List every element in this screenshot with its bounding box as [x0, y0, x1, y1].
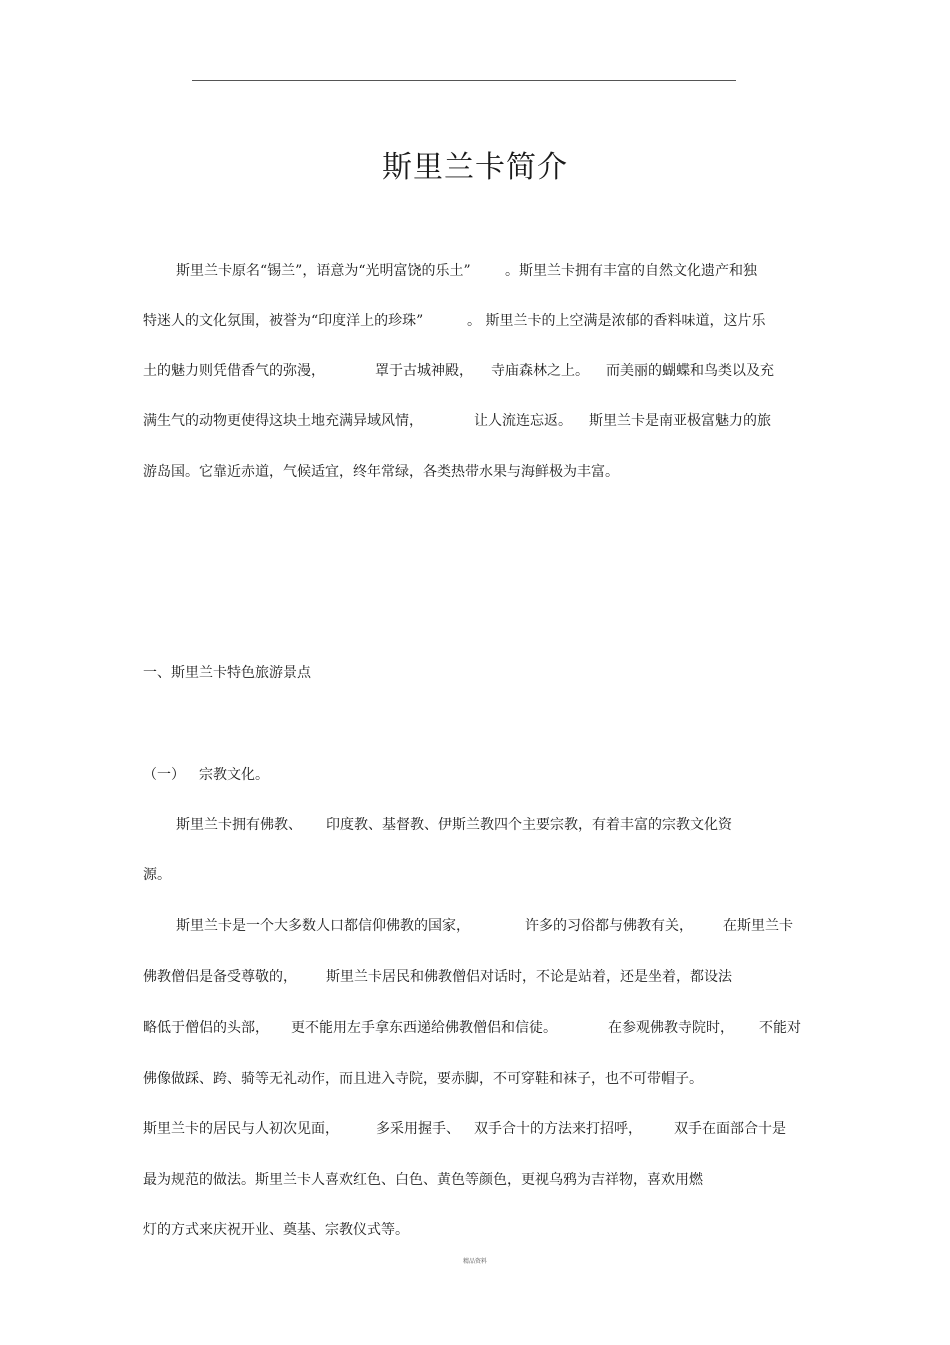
- text-segment: 。 斯里兰卡的上空满是浓郁的香料味道，这片乐: [467, 313, 766, 329]
- text-line: [143, 1019, 801, 1037]
- text-line: [176, 816, 732, 834]
- text-line: [143, 968, 732, 986]
- text-segment: 。斯里兰卡拥有丰富的自然文化遗产和独: [505, 263, 757, 279]
- text-segment: 双手在面部合十是: [674, 1121, 786, 1137]
- text-segment: 略低于僧侣的头部，: [143, 1020, 269, 1036]
- page-footer: 精品资料: [462, 1258, 487, 1265]
- text-segment: 佛像做踩、跨、骑等无礼动作，而且进入寺院，要赤脚，不可穿鞋和袜子，也不可带帽子。: [143, 1071, 703, 1087]
- text-line: [143, 1171, 703, 1189]
- text-line: [143, 1120, 786, 1138]
- text-segment: 斯里兰卡是南亚极富魅力的旅: [589, 413, 771, 429]
- section-heading: 一、斯里兰卡特色旅游景点: [143, 665, 311, 681]
- text-segment: 寺庙森林之上。: [491, 363, 589, 379]
- text-segment: 在参观佛教寺院时，: [608, 1020, 734, 1036]
- text-segment: 许多的习俗都与佛教有关，: [525, 918, 693, 934]
- text-segment: 斯里兰卡是一个大多数人口都信仰佛教的国家，: [176, 918, 470, 934]
- text-segment: 在斯里兰卡: [723, 918, 793, 934]
- text-segment: 土的魅力则凭借香气的弥漫，: [143, 363, 325, 379]
- text-segment: 灯的方式来庆祝开业、奠基、宗教仪式等。: [143, 1222, 409, 1238]
- text-line: [143, 1221, 409, 1239]
- text-segment: 最为规范的做法。斯里兰卡人喜欢红色、白色、黄色等颜色，更视乌鸦为吉祥物，喜欢用燃: [143, 1172, 703, 1188]
- subsection-number: （一）: [143, 767, 185, 783]
- text-line: [143, 362, 774, 380]
- text-segment: 源。: [143, 867, 171, 883]
- subsection-heading: [143, 766, 269, 784]
- text-segment: 让人流连忘返。: [474, 413, 572, 429]
- text-segment: 不能对: [759, 1020, 801, 1036]
- text-line: [143, 866, 171, 884]
- text-segment: 满生气的动物更使得这块土地充满异域风情，: [143, 413, 423, 429]
- text-segment: 双手合十的方法来打招呼，: [474, 1121, 642, 1137]
- text-line: [143, 312, 766, 330]
- text-segment: 多采用握手、: [376, 1121, 460, 1137]
- text-segment: 而美丽的蝴蝶和鸟类以及充: [606, 363, 774, 379]
- text-line: [143, 1070, 703, 1088]
- text-segment: 斯里兰卡拥有佛教、: [176, 817, 302, 833]
- page-title: 斯里兰卡简介: [382, 150, 568, 185]
- text-line: [143, 412, 771, 430]
- text-segment: 游岛国。它靠近赤道，气候适宜，终年常绿，各类热带水果与海鲜极为丰富。: [143, 464, 619, 480]
- text-segment: 斯里兰卡的居民与人初次见面，: [143, 1121, 339, 1137]
- header-rule: [192, 80, 736, 81]
- text-line: [176, 917, 793, 935]
- text-segment: 斯里兰卡居民和佛教僧侣对话时，不论是站着，还是坐着，都设法: [326, 969, 732, 985]
- text-segment: 斯里兰卡原名“锡兰”，语意为“光明富饶的乐土”: [176, 263, 471, 279]
- text-segment: 印度教、基督教、伊斯兰教四个主要宗教，有着丰富的宗教文化资: [326, 817, 732, 833]
- subsection-title: 宗教文化。: [199, 767, 269, 783]
- text-segment: 佛教僧侣是备受尊敬的，: [143, 969, 297, 985]
- text-segment: 更不能用左手拿东西递给佛教僧侣和信徒。: [291, 1020, 557, 1036]
- text-segment: 特迷人的文化氛围，被誉为“印度洋上的珍珠”: [143, 313, 424, 329]
- text-line: [143, 463, 619, 481]
- text-line: [176, 262, 757, 280]
- text-segment: 罩于古城神殿，: [375, 363, 473, 379]
